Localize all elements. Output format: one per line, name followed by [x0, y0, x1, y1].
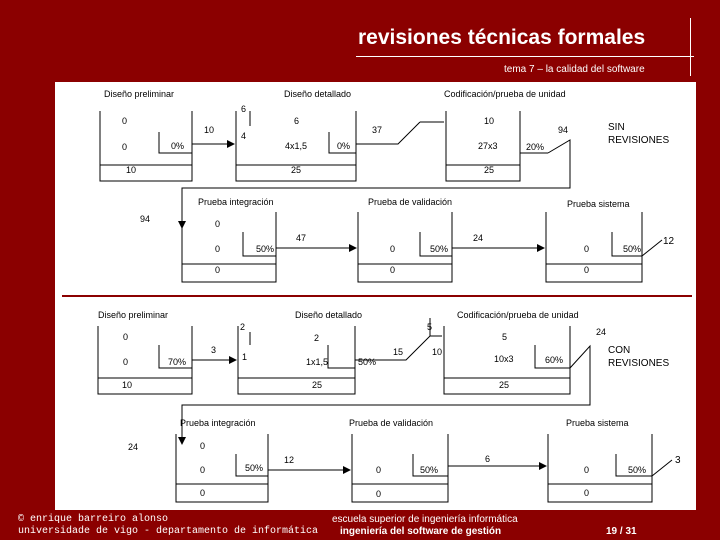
label-prueba-sistema: Prueba sistema [567, 199, 630, 209]
label-diseno-preliminar-2: Diseño preliminar [98, 310, 169, 320]
top-det-pct: 0% [337, 141, 351, 151]
bot-det-in-side: 1 [242, 352, 248, 362]
page-title: revisiones técnicas formales [358, 26, 646, 49]
top-sis-out: 0 [584, 265, 590, 275]
top-int-mid: 0 [215, 244, 221, 254]
top-arrow-det-cod [356, 122, 420, 144]
label-prueba-integracion-2: Prueba integración [180, 418, 256, 428]
top-prelim-in: 0 [122, 116, 128, 126]
bot-cod-calc: 10x3 [494, 354, 514, 364]
bot-val-mid: 0 [376, 465, 382, 475]
top-cod-val: 10 [484, 116, 495, 126]
label-prueba-integracion: Prueba integración [198, 197, 274, 207]
top-arrow-cod-integracion [182, 140, 570, 228]
bot-det-val: 2 [314, 333, 320, 343]
diagram-bottom [98, 310, 681, 502]
bot-det-flow: 15 [393, 347, 404, 357]
top-val-out: 0 [390, 265, 396, 275]
bot-det-in-top: 2 [240, 322, 246, 332]
bot-val-flow: 6 [485, 454, 491, 464]
top-int-out: 0 [215, 265, 221, 275]
bot-cod-pct: 60% [545, 355, 564, 365]
bot-prelim-flow: 3 [211, 345, 217, 355]
note-sin-revisiones-line2: REVISIONES [608, 135, 670, 146]
label-codificacion: Codificación/prueba de unidad [444, 89, 566, 99]
top-int-pct: 50% [256, 244, 275, 254]
top-prelim-pct: 0% [171, 141, 185, 151]
bot-val-out: 0 [376, 489, 382, 499]
top-sis-pct: 50% [623, 244, 642, 254]
top-det-in-top: 6 [241, 104, 247, 114]
top-int-val: 0 [215, 219, 221, 229]
diagram-top [100, 89, 675, 282]
top-cod-calc: 27x3 [478, 141, 498, 151]
bot-prelim-pct: 70% [168, 357, 187, 367]
bot-sis-mid: 0 [584, 465, 590, 475]
top-val-flow: 24 [473, 233, 484, 243]
bot-cod-in-top: 5 [427, 322, 433, 332]
label-prueba-sistema-2: Prueba sistema [566, 418, 629, 428]
bot-int-out: 0 [200, 488, 206, 498]
bot-sis-pct: 50% [628, 465, 647, 475]
note-sin-revisiones-line1: SIN [608, 122, 625, 133]
top-det-in-side: 4 [241, 131, 247, 141]
top-sis-mid: 0 [584, 244, 590, 254]
bot-det-calc: 1x1,5 [306, 357, 329, 367]
bot-int-in: 24 [128, 442, 139, 452]
label-prueba-validacion: Prueba de validación [368, 197, 453, 207]
bot-det-pct: 50% [358, 357, 377, 367]
footer-university: universidade de vigo - departamento de informática [18, 526, 319, 537]
label-prueba-validacion-2: Prueba de validación [349, 418, 434, 428]
bot-int-flow: 12 [284, 455, 295, 465]
top-det-val: 6 [294, 116, 300, 126]
top-cod-out: 25 [484, 165, 495, 175]
bot-arrow-sis-out [652, 460, 672, 476]
bot-cod-out: 25 [499, 380, 510, 390]
footer-school: escuela superior de ingeniería informática [332, 514, 518, 525]
footer-author: © enrique barreiro alonso [18, 514, 169, 525]
label-diseno-preliminar: Diseño preliminar [104, 89, 175, 99]
top-det-out: 25 [291, 165, 302, 175]
top-cod-pct: 20% [526, 142, 545, 152]
bot-det-out: 25 [312, 380, 323, 390]
bot-sis-flow: 3 [675, 455, 681, 466]
bot-prelim-out: 10 [122, 380, 133, 390]
footer-course: ingeniería del software de gestión [340, 526, 502, 537]
top-det-calc: 4x1,5 [285, 141, 308, 151]
top-sis-flow: 12 [663, 236, 675, 247]
bot-sis-out: 0 [584, 488, 590, 498]
top-cod-flow: 94 [558, 125, 569, 135]
page-subtitle: tema 7 – la calidad del software [504, 64, 645, 75]
top-val-pct: 50% [430, 244, 449, 254]
note-con-revisiones-line2: REVISIONES [608, 358, 670, 369]
bot-prelim-in: 0 [123, 332, 129, 342]
bot-int-val: 0 [200, 441, 206, 451]
box-diseno-detallado-2 [238, 326, 355, 394]
bot-prelim-mid: 0 [123, 357, 129, 367]
bot-cod-in-side: 10 [432, 347, 443, 357]
top-val-mid: 0 [390, 244, 396, 254]
bot-cod-flow: 24 [596, 327, 607, 337]
top-prelim-out: 10 [126, 165, 137, 175]
bot-cod-val: 5 [502, 332, 508, 342]
top-prelim-mid: 0 [122, 142, 128, 152]
page-number: 19 / 31 [606, 526, 637, 537]
top-int-in: 94 [140, 214, 151, 224]
top-arrow-sis-out [642, 240, 662, 256]
bot-val-pct: 50% [420, 465, 439, 475]
top-det-flow: 37 [372, 125, 383, 135]
top-prelim-flow: 10 [204, 125, 215, 135]
bot-int-pct: 50% [245, 463, 264, 473]
label-diseno-detallado-2: Diseño detallado [295, 310, 363, 320]
note-con-revisiones-line1: CON [608, 345, 631, 356]
bot-int-mid: 0 [200, 465, 206, 475]
top-int-flow: 47 [296, 233, 307, 243]
label-diseno-detallado: Diseño detallado [284, 89, 352, 99]
label-codificacion-2: Codificación/prueba de unidad [457, 310, 579, 320]
